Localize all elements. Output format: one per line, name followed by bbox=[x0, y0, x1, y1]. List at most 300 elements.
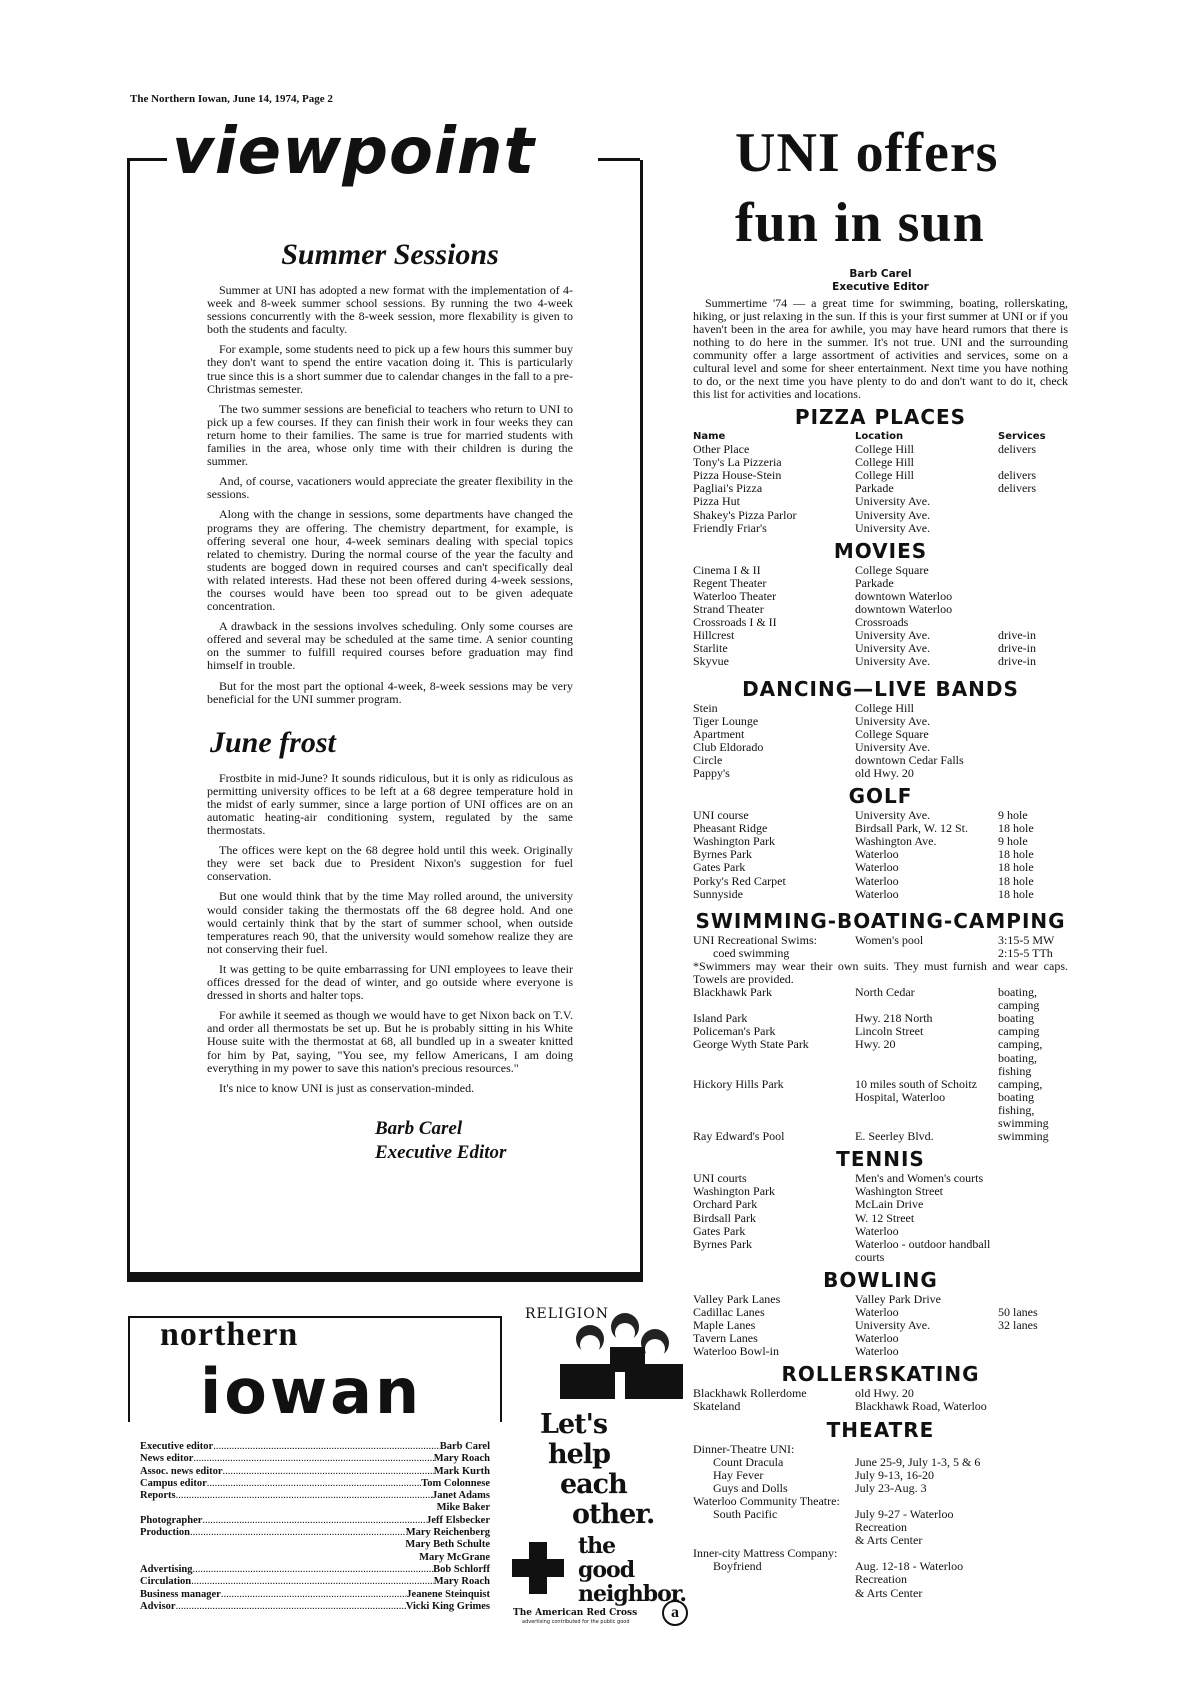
listing-detail bbox=[998, 1225, 1068, 1238]
listing-row bbox=[693, 1508, 1068, 1547]
ad-line: help bbox=[548, 1439, 610, 1470]
listing-detail bbox=[998, 1560, 1068, 1599]
column-header: Name bbox=[693, 431, 726, 442]
paragraph: Summer at UNI has adopted a new format with the implementation of 4-week and 8-week summer school sessions. By running the two 4-week sessions concurrently with the 8-week session, more flexability is given to both the students and faculty. bbox=[207, 283, 573, 337]
listing-name: Other Place bbox=[693, 442, 750, 457]
staff-row bbox=[140, 1564, 490, 1576]
column-header: Location bbox=[855, 431, 904, 442]
listing-detail bbox=[998, 1238, 1068, 1264]
listing-detail bbox=[998, 728, 1068, 741]
listing-location: downtown Waterloo bbox=[855, 602, 953, 617]
staff-row bbox=[140, 1453, 490, 1465]
listing-name: Gates Park bbox=[693, 1223, 746, 1238]
ad-tagline bbox=[578, 1534, 686, 1606]
byline-name: Barb Carel bbox=[849, 268, 912, 280]
listing-detail bbox=[998, 509, 1068, 522]
red-cross-ad bbox=[510, 1305, 690, 1626]
listing-location: University Ave. bbox=[855, 507, 931, 522]
listing-location: University Ave. bbox=[855, 641, 931, 656]
listing-row bbox=[693, 1225, 1068, 1238]
staff-name: Mary Roach bbox=[433, 1576, 490, 1588]
listing-detail: 18 hole bbox=[998, 886, 1034, 901]
listing-location: Lincoln Street bbox=[855, 1024, 924, 1039]
leader-dots bbox=[213, 1441, 440, 1453]
listing-name: Gates Park bbox=[693, 860, 746, 875]
paragraph: The two summer sessions are beneficial to teachers who return to UNI to pick up a few courses. If they can finish their work in four weeks they can return home to their families. The same is true for married students with families in the area, whose only time with their children is during the summer. bbox=[207, 401, 573, 469]
section-title: GOLF bbox=[848, 784, 913, 809]
staff-name: Mike Baker bbox=[436, 1502, 490, 1514]
listing-detail: 18 hole bbox=[998, 847, 1034, 862]
listing-row bbox=[693, 1212, 1068, 1225]
listing-detail: 3:15-5 MW bbox=[998, 932, 1055, 947]
red-cross-icon bbox=[512, 1542, 564, 1594]
headline-line: UNI offers bbox=[735, 122, 999, 184]
staff-row bbox=[140, 1576, 490, 1588]
section-title: SWIMMING-BOATING-CAMPING bbox=[695, 908, 1066, 933]
listing-detail bbox=[998, 1172, 1068, 1185]
listing-name: Cadillac Lanes bbox=[693, 1304, 765, 1319]
listing-name: Pizza Hut bbox=[693, 494, 740, 509]
listing-location: Waterloo bbox=[855, 1331, 899, 1346]
listing-detail bbox=[998, 741, 1068, 754]
editorial-signature bbox=[375, 1117, 573, 1165]
listing-name: Cinema I & II bbox=[693, 562, 761, 577]
leader-dots bbox=[190, 1527, 406, 1539]
listing-group: Inner-city Mattress Company: bbox=[693, 1546, 838, 1561]
listing-location: University Ave. bbox=[855, 1318, 931, 1333]
listing-location: Washington Street bbox=[855, 1184, 944, 1199]
listing-row bbox=[693, 1345, 1068, 1358]
listing-location: old Hwy. 20 bbox=[855, 765, 914, 780]
viewpoint-rule bbox=[127, 158, 167, 161]
listing-row bbox=[693, 767, 1068, 780]
section-title: TENNIS bbox=[836, 1147, 925, 1172]
ad-council-logo-icon: a bbox=[662, 1600, 688, 1626]
listing-name: Ray Edward's Pool bbox=[693, 1129, 785, 1144]
ad-line: neighbor. bbox=[578, 1581, 687, 1607]
staff-name: Janet Adams bbox=[431, 1490, 490, 1502]
ad-line: each bbox=[560, 1469, 627, 1500]
listing-location: University Ave. bbox=[855, 713, 931, 728]
listing-row bbox=[693, 1130, 1068, 1143]
listing-note: *Swimmers may wear their own suits. They must furnish and wear caps. Towels are provided. bbox=[693, 958, 1068, 986]
listing-row bbox=[693, 495, 1068, 508]
listing-row bbox=[693, 655, 1068, 668]
listing-name: Pappy's bbox=[693, 765, 730, 780]
ad-footer-block bbox=[510, 1604, 690, 1626]
listing-row bbox=[693, 934, 1068, 947]
listing-location: old Hwy. 20 bbox=[855, 1386, 914, 1401]
listing-row bbox=[693, 741, 1068, 754]
listing-detail bbox=[998, 702, 1068, 715]
leader-dots bbox=[207, 1478, 421, 1490]
listing-row bbox=[693, 577, 1068, 590]
listing-row bbox=[693, 1482, 1068, 1495]
listing-location: College Hill bbox=[855, 455, 914, 470]
column-header: Services bbox=[998, 431, 1046, 442]
listing-location: North Cedar bbox=[855, 985, 915, 1000]
listing-detail bbox=[998, 1198, 1068, 1211]
listing-detail bbox=[998, 495, 1068, 508]
listing-location: University Ave. bbox=[855, 628, 931, 643]
leader-dots bbox=[193, 1453, 433, 1465]
listing-row bbox=[693, 1198, 1068, 1211]
listing-detail: 32 lanes bbox=[998, 1318, 1038, 1333]
staff-role: Reports bbox=[140, 1490, 176, 1502]
listing-name: Friendly Friar's bbox=[693, 520, 767, 535]
listing-location: Hwy. 20 bbox=[855, 1037, 896, 1052]
listing-location: Washington Ave. bbox=[855, 834, 937, 849]
listing-detail: delivers bbox=[998, 481, 1036, 496]
listing-name: Club Eldorado bbox=[693, 739, 764, 754]
listing-section bbox=[693, 909, 1068, 1144]
listing-section bbox=[693, 1362, 1068, 1413]
listing-name: coed swimming bbox=[713, 945, 790, 960]
listing-detail bbox=[998, 1345, 1068, 1358]
listing-detail: delivers bbox=[998, 468, 1036, 483]
section-title: MOVIES bbox=[833, 538, 928, 563]
listing-name: Crossroads I & II bbox=[693, 615, 777, 630]
staff-row bbox=[140, 1490, 490, 1502]
staff-name: Mark Kurth bbox=[433, 1465, 490, 1477]
listing-location: Aug. 12-18 - Waterloo Recreation & Arts Center bbox=[855, 1559, 964, 1600]
staff-row bbox=[140, 1527, 490, 1539]
staff-role: Photographer bbox=[140, 1514, 203, 1526]
listing-section bbox=[693, 1268, 1068, 1358]
listing-detail: boating, camping bbox=[998, 985, 1040, 1013]
listing-row bbox=[693, 1469, 1068, 1482]
listing-name: Pizza House-Stein bbox=[693, 468, 782, 483]
listing-detail bbox=[998, 577, 1068, 590]
listing-row bbox=[693, 715, 1068, 728]
listing-detail: camping, boating, fishing bbox=[998, 1037, 1043, 1078]
leader-dots bbox=[176, 1601, 406, 1613]
paragraph: It was getting to be quite embarrassing for UNI employees to leave their offices dressed for the dead of winter, and go outside where everyone is dressed in shorts and halter tops. bbox=[207, 961, 573, 1003]
listing-name: Tavern Lanes bbox=[693, 1331, 758, 1346]
staff-role: Advertising bbox=[140, 1563, 193, 1575]
paragraph: The offices were kept on the 68 degree hold until this week. Originally they were set back due to President Nixon's suggestion for fuel conservation. bbox=[207, 843, 573, 884]
staff-list bbox=[140, 1441, 490, 1613]
staff-role: Assoc. news editor bbox=[140, 1465, 223, 1477]
staff-row bbox=[140, 1441, 490, 1453]
listing-location: Waterloo bbox=[855, 1223, 899, 1238]
staff-role: Production bbox=[140, 1527, 190, 1539]
article-byline bbox=[693, 268, 1068, 294]
listing-location: July 23-Aug. 3 bbox=[855, 1480, 927, 1495]
listing-row bbox=[693, 728, 1068, 741]
listing-row bbox=[693, 888, 1068, 901]
article-intro: Summertime '74 — a great time for swimming, boating, rollerskating, hiking, or just relaxing in the sun. If this is your first summer at UNI or if you haven't been in the area for awhile, you may have heard rumors that there is nothing to do here in the summer. It's not true. UNI and the surrounding community offer a large assortment of activities and services, some on a cultural level and some for sheer entertainment. Next time you have nothing to do, or the next time you have plenty to do and don't want to do it, check this list for activities and locations. bbox=[693, 296, 1068, 401]
staff-row bbox=[140, 1502, 490, 1514]
listing-group: Waterloo Community Theatre: bbox=[693, 1493, 840, 1508]
listing-name: Hickory Hills Park bbox=[693, 1076, 784, 1091]
paragraph: Along with the change in sessions, some departments have changed the programs they are offering. The chemistry department, for example, is offering several one hour, 4-week seminars dealing with special topics related to chemistry. During the normal course of the year the faculty and students are bogged down in required courses and can't specifically deal with related interests. Had these not been offered during 4-week sessions, the courses would have been too spread out to be given adequate concentration. bbox=[207, 507, 573, 614]
listing-row bbox=[693, 947, 1068, 960]
listing-row bbox=[693, 702, 1068, 715]
listing-name: Byrnes Park bbox=[693, 1236, 752, 1251]
listing-detail bbox=[998, 754, 1068, 767]
listing-name: UNI course bbox=[693, 808, 749, 823]
listing-row bbox=[693, 1078, 1068, 1130]
listing-name: Waterloo Theater bbox=[693, 588, 777, 603]
staff-row bbox=[140, 1601, 490, 1613]
listing-detail: 2:15-5 TTh bbox=[998, 945, 1053, 960]
headline-line: fun in sun bbox=[735, 192, 985, 254]
listing-name: Skyvue bbox=[693, 654, 729, 669]
byline-title: Executive Editor bbox=[832, 281, 929, 293]
listing-detail: boating bbox=[998, 1011, 1034, 1026]
listing-row bbox=[693, 875, 1068, 888]
listing-location: University Ave. bbox=[855, 494, 931, 509]
editorial-column bbox=[207, 236, 573, 1165]
listing-location: Waterloo bbox=[855, 1304, 899, 1319]
listing-location: Waterloo bbox=[855, 886, 899, 901]
listing-name: Starlite bbox=[693, 641, 728, 656]
listing-name: Blackhawk Rollerdome bbox=[693, 1386, 807, 1401]
listing-detail: 18 hole bbox=[998, 821, 1034, 836]
listing-name: Washington Park bbox=[693, 1184, 776, 1199]
staff-role: Executive editor bbox=[140, 1441, 214, 1452]
staff-name: Vicki King Grimes bbox=[405, 1600, 490, 1612]
listing-row bbox=[693, 986, 1068, 1012]
listing-section bbox=[693, 1147, 1068, 1264]
listing-location: Parkade bbox=[855, 575, 894, 590]
listing-name: Island Park bbox=[693, 1011, 748, 1026]
listing-location: Hwy. 218 North bbox=[855, 1011, 933, 1026]
summer-sessions-body bbox=[207, 284, 573, 706]
listing-name: Sunnyside bbox=[693, 886, 744, 901]
listing-row bbox=[693, 1443, 1068, 1456]
listing-detail: 9 hole bbox=[998, 808, 1028, 823]
listing-detail: 18 hole bbox=[998, 860, 1034, 875]
leader-dots bbox=[176, 1490, 432, 1502]
listing-detail bbox=[998, 1482, 1068, 1495]
section-title: PIZZA PLACES bbox=[794, 405, 967, 429]
listing-detail bbox=[998, 564, 1068, 577]
listing-name: Guys and Dolls bbox=[713, 1480, 788, 1495]
listing-location: E. Seerley Blvd. bbox=[855, 1129, 934, 1144]
listing-location: Birdsall Park, W. 12 St. bbox=[855, 821, 969, 836]
listing-name: Porky's Red Carpet bbox=[693, 873, 786, 888]
listing-location: Parkade bbox=[855, 481, 894, 496]
page-header: The Northern Iowan, June 14, 1974, Page 2 bbox=[130, 93, 333, 105]
listing-detail: camping, boating fishing, swimming bbox=[998, 1076, 1049, 1131]
ad-line: the bbox=[578, 1533, 616, 1559]
listing-name: Orchard Park bbox=[693, 1197, 758, 1212]
staff-row bbox=[140, 1552, 490, 1564]
listing-detail bbox=[998, 1293, 1068, 1306]
listing-location: Waterloo bbox=[855, 1344, 899, 1359]
staff-role: Advisor bbox=[140, 1600, 176, 1612]
listing-row bbox=[693, 564, 1068, 577]
listing-detail bbox=[998, 603, 1068, 616]
paragraph: But for the most part the optional 4-week, 8-week sessions may be very beneficial for the UNI summer program. bbox=[207, 678, 573, 706]
listing-detail bbox=[998, 715, 1068, 728]
listing-detail: swimming bbox=[998, 1129, 1049, 1144]
ad-org: The American Red Cross bbox=[513, 1608, 638, 1618]
listing-detail bbox=[998, 1185, 1068, 1198]
listing-name: Apartment bbox=[693, 726, 745, 741]
staff-role: Business manager bbox=[140, 1588, 221, 1600]
listing-section bbox=[693, 677, 1068, 781]
leader-dots bbox=[223, 1466, 434, 1478]
listing-location: W. 12 Street bbox=[855, 1210, 915, 1225]
listing-name: Boyfriend bbox=[713, 1559, 762, 1574]
paragraph: For awhile it seemed as though we would have to get Nixon back on T.V. and order all thermostats be set up. But he is probably sitting in his White House suite with the thermostat at 68, all bundled up in a sweater knitted for him by Pat, saying, "You see, my fellow Americans, I am doing everything in my power to save this nation's precious resources." bbox=[207, 1008, 573, 1075]
listing-row bbox=[693, 754, 1068, 767]
listing-detail bbox=[998, 1332, 1068, 1345]
listing-location: University Ave. bbox=[855, 739, 931, 754]
listing-name: Pagliai's Pizza bbox=[693, 481, 763, 496]
listing-location: Waterloo bbox=[855, 860, 899, 875]
paragraph: But one would think that by the time May rolled around, the university would consider taking the thermostats off the 68 degree hold. And one would certainly think that by the start of summer school, when outside temperatures reach 90, that the university would somehow realize they are not conserving their fuel. bbox=[207, 889, 573, 956]
listing-detail bbox=[998, 1456, 1068, 1469]
listing-name: Hay Fever bbox=[713, 1467, 764, 1482]
listing-name: Policeman's Park bbox=[693, 1024, 776, 1039]
leader-dots bbox=[202, 1515, 426, 1527]
listing-detail: 50 lanes bbox=[998, 1304, 1038, 1319]
listing-location: Waterloo bbox=[855, 873, 899, 888]
paragraph: A drawback in the sessions involves scheduling. Only some courses are offered and several may be scheduled at the same time. A senior counting on the summer to fulfill required courses before graduation may find himself in trouble. bbox=[207, 619, 573, 673]
ad-tagline-row bbox=[510, 1534, 690, 1606]
paragraph: Frostbite in mid-June? It sounds ridiculous, but it is only as ridiculous as permitting university offices to be left at a 68 degree temperature hold in the midst of early summer, since a large portion of UNI offices are on an automatic heating-air conditioning system, regulated by the same thermostats. bbox=[207, 770, 573, 838]
listing-location: July 9-13, 16-20 bbox=[855, 1467, 934, 1482]
listing-name: South Pacific bbox=[713, 1507, 778, 1521]
staff-name: Barb Carel bbox=[439, 1441, 490, 1452]
listing-row bbox=[693, 522, 1068, 535]
ad-line: good bbox=[578, 1557, 635, 1583]
listing-location: College Hill bbox=[855, 468, 914, 483]
staff-row bbox=[140, 1466, 490, 1478]
listing-row bbox=[693, 1293, 1068, 1306]
listing-location: McLain Drive bbox=[855, 1197, 924, 1212]
listing-location: July 9-27 - Waterloo Recreation & Arts Center bbox=[855, 1507, 954, 1548]
listing-name: Maple Lanes bbox=[693, 1318, 756, 1333]
listing-row bbox=[693, 509, 1068, 522]
listing-location: University Ave. bbox=[855, 808, 931, 823]
listing-row bbox=[693, 1238, 1068, 1264]
staff-name: Jeanene Steinquist bbox=[406, 1588, 490, 1600]
june-frost-heading: June frost bbox=[210, 725, 336, 759]
leader-dots bbox=[193, 1564, 434, 1576]
listing-name: Tiger Lounge bbox=[693, 713, 759, 728]
listing-row bbox=[693, 1038, 1068, 1077]
staff-row bbox=[140, 1589, 490, 1601]
ad-religion: RELIGION bbox=[525, 1306, 610, 1322]
ad-line: other. bbox=[572, 1499, 655, 1530]
listing-name: George Wyth State Park bbox=[693, 1037, 809, 1052]
listing-detail bbox=[998, 1212, 1068, 1225]
choir-illustration bbox=[555, 1309, 685, 1404]
listing-location: College Square bbox=[855, 726, 929, 741]
listing-detail: drive-in bbox=[998, 641, 1036, 656]
june-frost-body bbox=[207, 772, 573, 1095]
listing-location: Men's and Women's courts bbox=[855, 1171, 984, 1186]
staff-name: Mary Beth Schulte bbox=[405, 1539, 490, 1551]
listing-name: Tony's La Pizzeria bbox=[693, 455, 782, 470]
listing-detail: 18 hole bbox=[998, 873, 1034, 888]
leader-dots bbox=[191, 1576, 434, 1588]
masthead-iowan: iowan bbox=[200, 1355, 423, 1428]
listing-location: downtown Waterloo bbox=[855, 588, 953, 603]
listing-location: University Ave. bbox=[855, 520, 931, 535]
paragraph: It's nice to know UNI is just as conservation-minded. bbox=[219, 1080, 475, 1095]
section-title: THEATRE bbox=[826, 1417, 935, 1442]
listing-name: Count Dracula bbox=[713, 1454, 784, 1469]
listing-location bbox=[855, 947, 998, 960]
viewpoint-title: viewpoint bbox=[172, 115, 536, 189]
listing-detail: camping bbox=[998, 1024, 1040, 1039]
section-title: BOWLING bbox=[823, 1267, 938, 1292]
listing-name: Strand Theater bbox=[693, 602, 764, 617]
listing-location: Valley Park Drive bbox=[855, 1291, 941, 1306]
staff-row bbox=[140, 1539, 490, 1551]
listing-detail: delivers bbox=[998, 442, 1036, 457]
staff-name: Mary Roach bbox=[433, 1453, 490, 1465]
listing-location: Waterloo bbox=[855, 847, 899, 862]
listing-location: College Square bbox=[855, 562, 929, 577]
listing-name: Washington Park bbox=[693, 834, 776, 849]
listing-row bbox=[693, 1456, 1068, 1469]
staff-role: News editor bbox=[140, 1453, 194, 1465]
section-title: ROLLERSKATING bbox=[781, 1362, 980, 1387]
listing-detail bbox=[998, 1387, 1068, 1400]
listing-location: College Hill bbox=[855, 700, 914, 715]
viewpoint-rule bbox=[598, 158, 640, 161]
section-title: DANCING—LIVE BANDS bbox=[742, 676, 1019, 701]
listing-name: Circle bbox=[693, 752, 723, 767]
listing-detail bbox=[998, 590, 1068, 603]
signature-name: Barb Carel bbox=[375, 1117, 463, 1139]
listing-detail bbox=[998, 1508, 1068, 1547]
listing-location: downtown Cedar Falls bbox=[855, 752, 964, 767]
staff-name: Jeff Elsbecker bbox=[426, 1514, 490, 1526]
masthead bbox=[160, 1316, 490, 1430]
staff-name: Bob Schlorff bbox=[433, 1563, 490, 1575]
summer-sessions-heading: Summer Sessions bbox=[281, 238, 499, 271]
listing-row bbox=[693, 1560, 1068, 1599]
listing-detail: drive-in bbox=[998, 628, 1036, 643]
listing-name: Byrnes Park bbox=[693, 847, 752, 862]
listing-location: June 25-9, July 1-3, 5 & 6 bbox=[855, 1454, 981, 1469]
listing-name: Valley Park Lanes bbox=[693, 1291, 781, 1306]
listing-group: Dinner-Theatre UNI: bbox=[693, 1441, 795, 1456]
listing-location: College Hill bbox=[855, 442, 914, 457]
listing-section bbox=[693, 784, 1068, 901]
staff-name: Mary McGrane bbox=[419, 1551, 490, 1563]
listing-location: Crossroads bbox=[855, 615, 909, 630]
listing-section bbox=[693, 539, 1068, 669]
listing-row bbox=[693, 1400, 1068, 1413]
staff-role: Campus editor bbox=[140, 1477, 207, 1489]
listing-name: Birdsall Park bbox=[693, 1210, 756, 1225]
listing-name: Waterloo Bowl-in bbox=[693, 1344, 780, 1359]
listing-name: UNI courts bbox=[693, 1171, 747, 1186]
staff-name: Tom Colonnese bbox=[421, 1477, 490, 1489]
listing-name: Shakey's Pizza Parlor bbox=[693, 507, 797, 522]
ad-footer: advertising contributed for the public good bbox=[522, 1619, 630, 1625]
listing-section bbox=[693, 405, 1068, 535]
listing-location: Blackhawk Road, Waterloo bbox=[855, 1399, 987, 1414]
staff-row bbox=[140, 1478, 490, 1490]
listing-detail bbox=[998, 1469, 1068, 1482]
listing-name: Pheasant Ridge bbox=[693, 821, 768, 836]
staff-role: Circulation bbox=[140, 1576, 192, 1588]
listing-name: Hillcrest bbox=[693, 628, 735, 643]
masthead-northern: northern bbox=[160, 1316, 299, 1353]
listing-detail: 9 hole bbox=[998, 834, 1028, 849]
activity-listings bbox=[693, 405, 1068, 1600]
